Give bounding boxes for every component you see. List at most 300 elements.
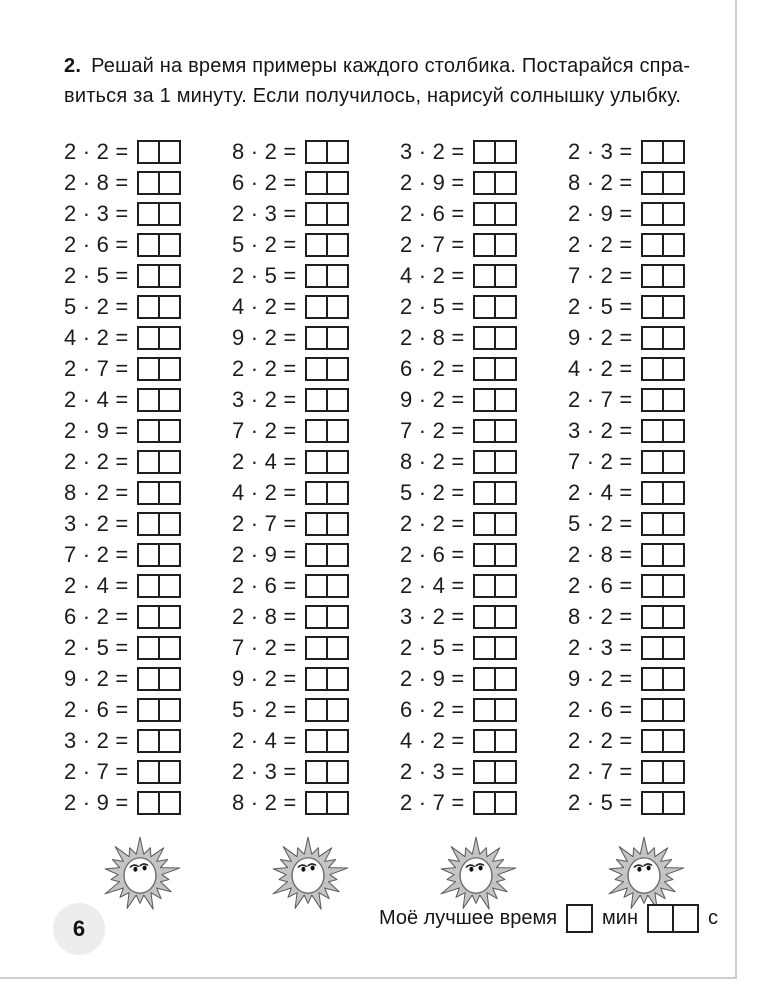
answer-boxes [137,171,181,195]
answer-box-ones [326,543,349,567]
answer-boxes [137,574,181,598]
problem-row [400,756,568,787]
answer-boxes [305,171,349,195]
expression: 5 · 2 = [64,293,129,319]
answer-box-tens [137,729,160,753]
expression: 2 · 6 = [568,696,633,722]
answer-box-ones [326,760,349,784]
problem-row [64,260,232,291]
expression: 2 · 9 = [64,417,129,443]
expression: 2 · 8 = [568,541,633,567]
answer-boxes [641,605,685,629]
answer-box-ones [662,543,685,567]
answer-box-tens [641,264,664,288]
answer-box-ones [494,636,517,660]
problem-row [568,167,736,198]
expression: 2 · 5 = [400,634,465,660]
expression: 6 · 2 = [64,603,129,629]
expression: 6 · 2 = [400,355,465,381]
problem-row [568,632,736,663]
answer-box-ones [662,233,685,257]
answer-box-ones [326,729,349,753]
answer-box-ones [494,481,517,505]
answer-boxes [137,233,181,257]
answer-box-ones [662,264,685,288]
expression: 2 · 2 = [64,448,129,474]
instruction-line1: Решай на время примеры каждого столбика. Постарайся спра- [91,55,691,77]
problem-row [232,694,400,725]
problem-row [568,539,736,570]
answer-box-ones [662,357,685,381]
expression: 3 · 2 = [400,603,465,629]
answer-box-ones [326,605,349,629]
answer-boxes [305,636,349,660]
answer-boxes [137,791,181,815]
answer-box-tens [137,605,160,629]
answer-boxes [305,326,349,350]
answer-box-ones [158,419,181,443]
answer-boxes [641,574,685,598]
answer-box-tens [641,543,664,567]
expression: 2 · 6 = [232,572,297,598]
problems-grid [64,136,736,818]
task-number: 2. [64,55,82,77]
problem-row [568,353,736,384]
answer-box-tens [473,450,496,474]
answer-box-tens [473,171,496,195]
expression: 2 · 3 = [232,758,297,784]
answer-box-tens [137,760,160,784]
page-number: 6 [72,916,86,941]
answer-boxes [473,574,517,598]
expression: 9 · 2 = [232,324,297,350]
answer-box-ones [494,667,517,691]
answer-boxes [473,326,517,350]
problem-row [400,353,568,384]
answer-box-ones [326,264,349,288]
problem-row [64,601,232,632]
answer-box-ones [662,760,685,784]
problem-row [568,477,736,508]
answer-box-ones [662,388,685,412]
answer-box-tens [641,574,664,598]
answer-box-ones [158,295,181,319]
answer-boxes [473,667,517,691]
answer-box-ones [662,295,685,319]
answer-box-tens [473,667,496,691]
answer-box-tens [473,264,496,288]
answer-box-ones [158,760,181,784]
answer-boxes [137,140,181,164]
problem-row [400,446,568,477]
answer-box-tens [641,326,664,350]
answer-box-ones [494,729,517,753]
expression: 2 · 7 = [568,758,633,784]
answer-box-tens [305,667,328,691]
answer-boxes [305,512,349,536]
problem-row [232,601,400,632]
answer-box-ones [494,419,517,443]
expression: 2 · 5 = [400,293,465,319]
answer-box-tens [473,574,496,598]
expression: 2 · 9 = [568,200,633,226]
answer-box-tens [305,574,328,598]
answer-box-tens [473,791,496,815]
answer-box-ones [158,481,181,505]
answer-boxes [305,791,349,815]
problem-row [568,415,736,446]
problem-row [64,229,232,260]
expression: 5 · 2 = [232,231,297,257]
problem-row [400,632,568,663]
answer-boxes [137,698,181,722]
answer-box-tens [305,760,328,784]
answer-boxes [305,481,349,505]
answer-box-ones [494,760,517,784]
problem-row [232,167,400,198]
answer-boxes [641,357,685,381]
answer-box-tens [473,326,496,350]
answer-box-tens [305,729,328,753]
answer-box-ones [326,357,349,381]
answer-box-tens [641,512,664,536]
answer-box-tens [305,450,328,474]
problem-row [232,198,400,229]
expression: 5 · 2 = [400,479,465,505]
answer-box-tens [137,264,160,288]
problem-row [568,508,736,539]
problem-row [568,198,736,229]
expression: 2 · 4 = [400,572,465,598]
expression: 2 · 8 = [400,324,465,350]
problems-column-2 [232,136,400,818]
seconds-box-tens [647,904,674,933]
answer-boxes [641,326,685,350]
answer-box-tens [641,698,664,722]
page-edge-right [735,0,737,979]
problem-row [64,353,232,384]
expression: 2 · 2 = [568,231,633,257]
expression: 2 · 5 = [232,262,297,288]
expression: 7 · 2 = [232,417,297,443]
problem-row [400,384,568,415]
answer-boxes [641,202,685,226]
answer-box-ones [494,264,517,288]
answer-box-ones [326,450,349,474]
answer-box-ones [326,419,349,443]
answer-boxes [473,698,517,722]
answer-box-tens [137,574,160,598]
answer-boxes [473,605,517,629]
problem-row [232,322,400,353]
answer-box-ones [494,574,517,598]
answer-box-ones [326,574,349,598]
expression: 2 · 2 = [232,355,297,381]
expression: 2 · 9 = [232,541,297,567]
expression: 2 · 5 = [568,789,633,815]
answer-box-ones [494,605,517,629]
expression: 4 · 2 = [232,479,297,505]
expression: 2 · 4 = [64,572,129,598]
sun-icon [98,830,182,916]
answer-box-tens [305,295,328,319]
answer-boxes [137,202,181,226]
answer-boxes [641,450,685,474]
answer-box-tens [137,202,160,226]
answer-box-tens [473,698,496,722]
problem-row [232,477,400,508]
answer-box-ones [326,698,349,722]
answer-box-ones [158,450,181,474]
answer-boxes [137,605,181,629]
answer-box-ones [158,202,181,226]
answer-box-tens [641,171,664,195]
expression: 4 · 2 = [64,324,129,350]
expression: 2 · 5 = [64,262,129,288]
answer-boxes [473,357,517,381]
expression: 2 · 7 = [64,758,129,784]
expression: 2 · 2 = [568,727,633,753]
answer-box-ones [158,729,181,753]
answer-box-tens [137,667,160,691]
answer-box-ones [326,171,349,195]
problem-row [568,725,736,756]
answer-box-tens [305,264,328,288]
problem-row [568,570,736,601]
answer-boxes [473,481,517,505]
answer-boxes [641,140,685,164]
problem-row [232,446,400,477]
answer-box-tens [473,512,496,536]
expression: 4 · 2 = [400,262,465,288]
answer-box-ones [662,419,685,443]
best-time-line [379,901,718,935]
answer-box-tens [473,140,496,164]
expression: 2 · 5 = [64,634,129,660]
answer-boxes [137,357,181,381]
answer-boxes [137,388,181,412]
answer-box-tens [137,636,160,660]
answer-box-ones [326,512,349,536]
answer-boxes [641,388,685,412]
answer-box-tens [137,419,160,443]
expression: 2 · 8 = [232,603,297,629]
problem-row [568,136,736,167]
answer-box-tens [137,791,160,815]
answer-box-ones [662,636,685,660]
expression: 3 · 2 = [64,510,129,536]
answer-boxes [137,729,181,753]
answer-box-ones [494,233,517,257]
answer-box-ones [494,543,517,567]
answer-box-ones [662,481,685,505]
instruction-line2: виться за 1 минуту. Если получилось, нарисуй солнышку улыбку. [64,85,682,107]
answer-box-tens [305,233,328,257]
answer-box-tens [305,419,328,443]
expression: 4 · 2 = [232,293,297,319]
answer-boxes [641,760,685,784]
problems-column-1 [64,136,232,818]
seconds-boxes [647,904,699,933]
answer-box-tens [305,605,328,629]
answer-box-tens [305,512,328,536]
problem-row [64,136,232,167]
answer-box-ones [494,140,517,164]
answer-box-ones [158,791,181,815]
expression: 4 · 2 = [568,355,633,381]
problem-row [232,787,400,818]
answer-box-tens [305,357,328,381]
problem-row [64,756,232,787]
answer-boxes [473,140,517,164]
answer-boxes [641,667,685,691]
answer-box-ones [662,450,685,474]
answer-boxes [137,667,181,691]
expression: 6 · 2 = [400,696,465,722]
answer-box-tens [641,202,664,226]
answer-boxes [305,264,349,288]
problem-row [232,632,400,663]
expression: 2 · 6 = [64,696,129,722]
answer-box-tens [137,233,160,257]
answer-box-ones [494,295,517,319]
problem-row [568,601,736,632]
problem-row [400,663,568,694]
answer-box-tens [473,729,496,753]
answer-box-tens [137,295,160,319]
problem-row [232,384,400,415]
answer-boxes [137,512,181,536]
answer-boxes [641,636,685,660]
problem-row [568,291,736,322]
problem-row [400,787,568,818]
answer-box-ones [158,140,181,164]
answer-box-ones [326,295,349,319]
problem-row [232,229,400,260]
answer-boxes [137,760,181,784]
problem-row [232,260,400,291]
answer-box-ones [158,543,181,567]
answer-box-ones [326,667,349,691]
answer-box-tens [137,326,160,350]
answer-boxes [641,791,685,815]
problem-row [232,539,400,570]
expression: 2 · 3 = [568,138,633,164]
answer-box-tens [473,481,496,505]
answer-box-tens [137,512,160,536]
answer-box-ones [158,698,181,722]
problem-row [400,167,568,198]
expression: 2 · 7 = [568,386,633,412]
answer-boxes [137,295,181,319]
problem-row [232,725,400,756]
problem-row [64,663,232,694]
expression: 2 · 2 = [400,510,465,536]
answer-box-ones [158,605,181,629]
expression: 3 · 2 = [64,727,129,753]
expression: 2 · 6 = [400,200,465,226]
answer-boxes [641,233,685,257]
problem-row [568,260,736,291]
answer-boxes [473,202,517,226]
expression: 5 · 2 = [232,696,297,722]
expression: 2 · 3 = [64,200,129,226]
problem-row [64,477,232,508]
expression: 9 · 2 = [400,386,465,412]
answer-box-ones [662,605,685,629]
problem-row [64,632,232,663]
problem-row [400,508,568,539]
best-time-label: Моё лучшее время [378,906,558,929]
answer-box-tens [473,419,496,443]
problem-row [400,601,568,632]
answer-box-ones [326,326,349,350]
expression: 3 · 2 = [400,138,465,164]
answer-boxes [137,419,181,443]
answer-boxes [137,481,181,505]
problem-row [400,322,568,353]
answer-box-tens [473,760,496,784]
expression: 8 · 2 = [232,138,297,164]
expression: 2 · 6 = [400,541,465,567]
problem-row [64,539,232,570]
answer-boxes [473,295,517,319]
answer-box-ones [158,171,181,195]
answer-box-tens [137,388,160,412]
answer-boxes [641,698,685,722]
answer-box-ones [662,729,685,753]
expression: 3 · 2 = [568,417,633,443]
problem-row [64,198,232,229]
answer-box-ones [326,233,349,257]
expression: 2 · 3 = [568,634,633,660]
answer-box-tens [641,481,664,505]
problem-row [400,291,568,322]
expression: 8 · 2 = [400,448,465,474]
answer-box-ones [494,357,517,381]
answer-box-tens [641,450,664,474]
problem-row [568,663,736,694]
answer-boxes [137,543,181,567]
answer-box-tens [305,388,328,412]
answer-box-tens [137,171,160,195]
answer-boxes [473,543,517,567]
answer-box-ones [494,791,517,815]
answer-box-ones [158,233,181,257]
problem-row [232,663,400,694]
answer-box-ones [158,388,181,412]
answer-boxes [473,450,517,474]
problem-row [568,694,736,725]
answer-box-tens [305,791,328,815]
answer-boxes [473,233,517,257]
answer-boxes [305,233,349,257]
expression: 9 · 2 = [568,324,633,350]
answer-boxes [137,636,181,660]
problem-row [64,787,232,818]
problem-row [232,291,400,322]
expression: 2 · 6 = [64,231,129,257]
answer-box-ones [326,791,349,815]
answer-box-ones [494,326,517,350]
answer-box-tens [137,357,160,381]
answer-box-tens [641,760,664,784]
answer-box-ones [158,512,181,536]
problem-row [400,477,568,508]
expression: 2 · 4 = [232,448,297,474]
answer-box-ones [494,388,517,412]
answer-box-ones [158,357,181,381]
